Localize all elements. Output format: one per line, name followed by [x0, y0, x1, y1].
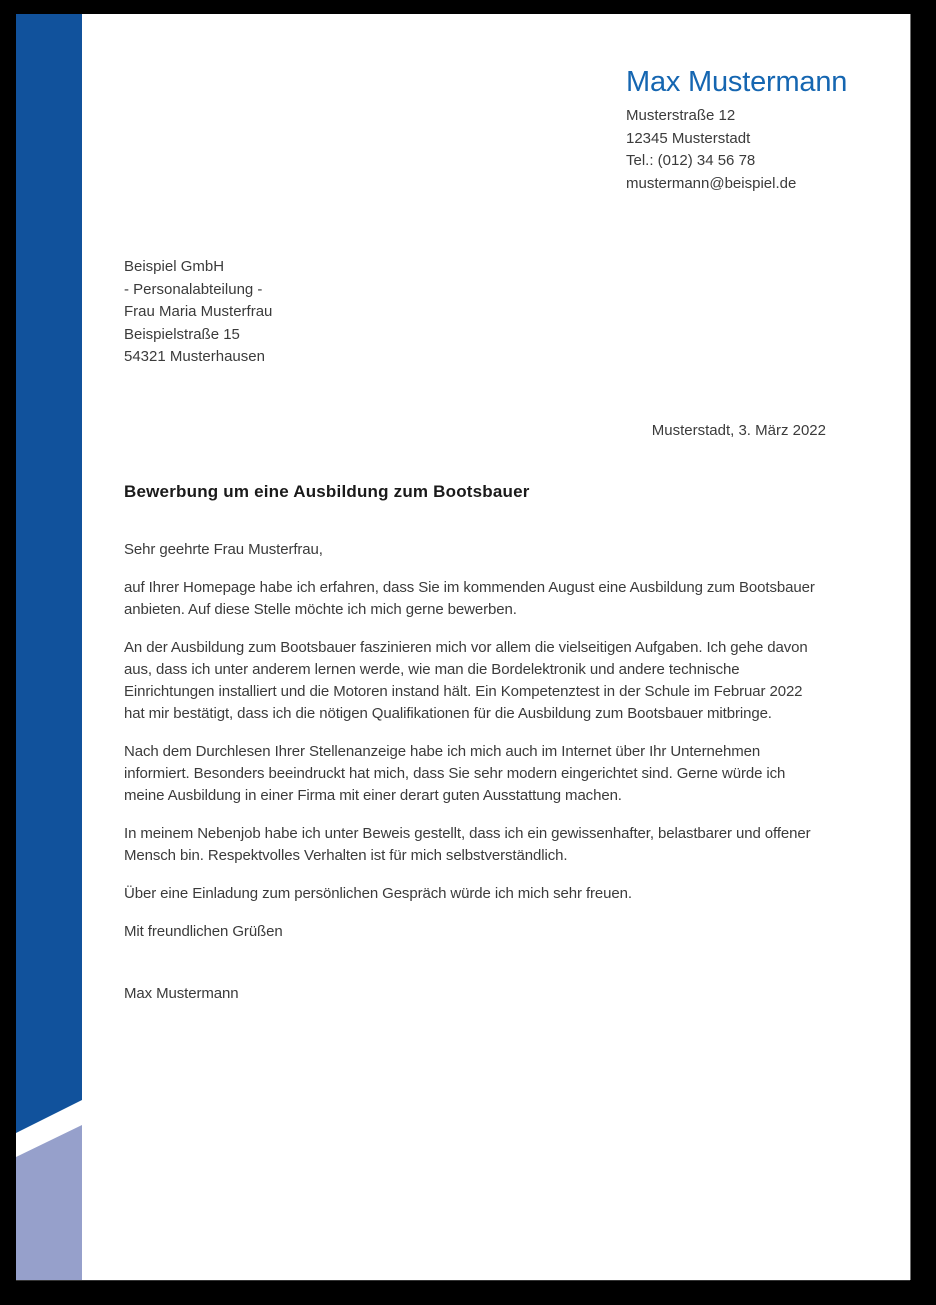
date-line: Musterstadt, 3. März 2022 [651, 422, 826, 439]
paragraph: In meinem Nebenjob habe ich unter Beweis gestellt, dass ich ein gewissenhafter, belastbarer und offener Mensch bin. Respektvolles Verhalten ist für mich selbstverständlich. [124, 825, 811, 864]
left-accent-stripe-dark [16, 14, 82, 1133]
paragraph: Nach dem Durchlesen Ihrer Stellenanzeige habe ich mich auch im Internet über Ihr Unternehmen informiert. Besonders beeindruckt hat mich, dass Sie sehr modern eingerichtet sind. Gerne würde ich meine Ausbildung in einer Firma mit einer derart guten Ausstattung machen. [124, 743, 786, 804]
recipient-company: Beispiel GmbH [124, 258, 225, 275]
salutation: Sehr geehrte Frau Musterfrau, [124, 541, 323, 558]
sender-name: Max Mustermann [626, 66, 848, 98]
paragraph: An der Ausbildung zum Bootsbauer faszinieren mich vor allem die vielseitigen Aufgaben. Ich gehe davon aus, dass ich unter anderem lernen werde, wie man die Bordelektronik und andere technische Einrichtungen installiert und die Motoren instand hält. Ein Kompetenztest in der Schule im Februar 2022 hat mir bestätigt, dass ich die nötigen Qualifikationen für die Ausbildung zum Bootsbauer mitbringe. [124, 639, 808, 722]
subject-line: Bewerbung um eine Ausbildung zum Bootsbauer [124, 482, 530, 501]
paragraph: auf Ihrer Homepage habe ich erfahren, dass Sie im kommenden August eine Ausbildung zum Bootsbauer anbieten. Auf diese Stelle möchte ich mich gerne bewerben. [124, 579, 815, 618]
sender-city: 12345 Musterstadt [626, 129, 751, 147]
recipient-street: Beispielstraße 15 [124, 325, 240, 343]
paragraph: Über eine Einladung zum persönlichen Gespräch würde ich mich sehr freuen. [124, 885, 632, 902]
sender-phone: Tel.: (012) 34 56 78 [626, 152, 756, 169]
signature-name: Max Mustermann [124, 985, 239, 1002]
sender-address [626, 105, 896, 195]
sender-street: Musterstraße 12 [626, 107, 736, 124]
closing-line: Mit freundlichen Grüßen [124, 923, 283, 940]
recipient-department: - Personalabteilung - [124, 280, 263, 298]
left-accent-stripe-light [16, 1125, 82, 1280]
sender-email: mustermann@beispiel.de [626, 174, 797, 192]
sender-header [626, 64, 896, 195]
recipient-address [124, 256, 272, 369]
recipient-contact: Frau Maria Musterfrau [124, 303, 273, 320]
letter-page [16, 14, 910, 1280]
recipient-city: 54321 Musterhausen [124, 348, 265, 365]
letter-body [124, 539, 826, 1021]
